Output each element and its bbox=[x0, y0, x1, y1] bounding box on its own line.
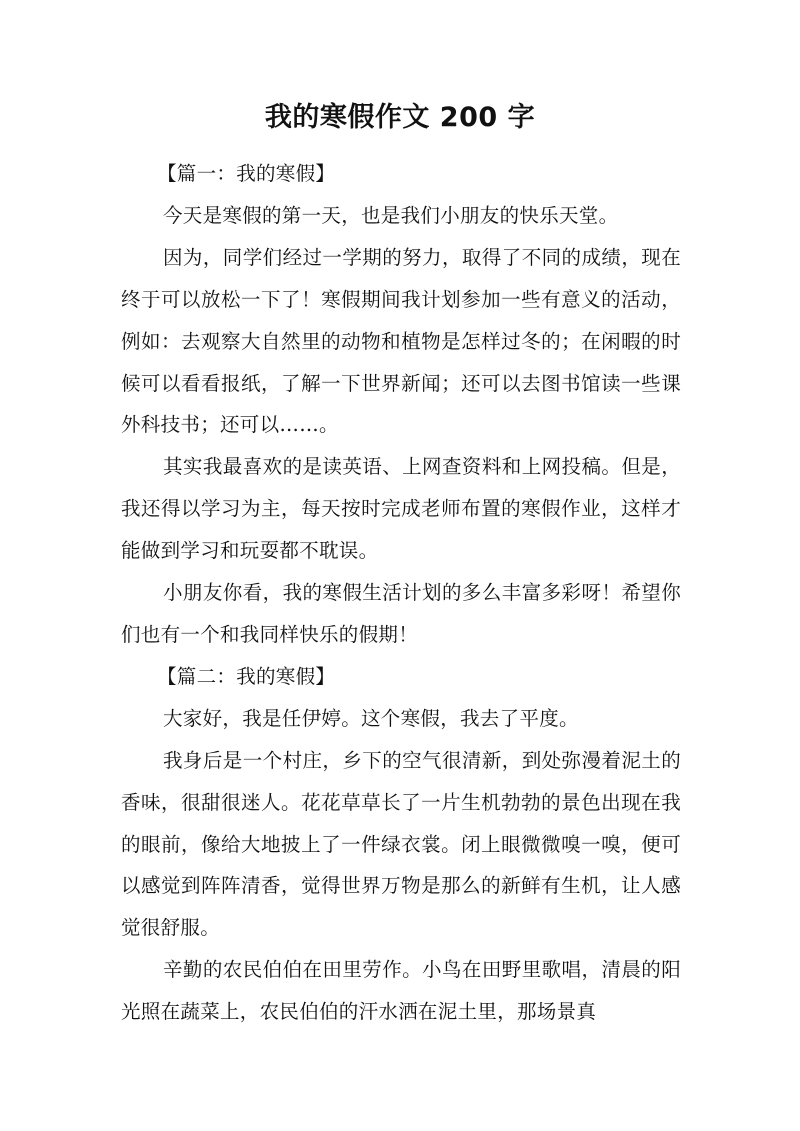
paragraph: 其实我最喜欢的是读英语、上网查资料和上网投稿。但是，我还得以学习为主，每天按时完成老师布置的寒假作业，这样才能做到学习和玩耍都不耽误。 bbox=[121, 455, 681, 563]
document-body bbox=[121, 153, 681, 1033]
paragraph: 大家好，我是任伊婷。这个寒假，我去了平度。 bbox=[163, 706, 579, 730]
paragraph: 辛勤的农民伯伯在田里劳作。小鸟在田野里歌唱，清晨的阳光照在蔬菜上，农民伯伯的汗水洒在泥土里，那场景真 bbox=[121, 958, 681, 1024]
section-heading-2: 【篇二：我的寒假】 bbox=[157, 664, 336, 688]
section-heading-1: 【篇一：我的寒假】 bbox=[157, 162, 336, 185]
paragraph: 因为，同学们经过一学期的努力，取得了不同的成绩，现在终于可以放松一下了！寒假期间我计划参加一些有意义的活动，例如：去观察大自然里的动物和植物是怎样过冬的；在闲暇的时候可以看看报纸，了解一下世界新闻；还可以去图书馆读一些课外科技书；还可以……。 bbox=[121, 245, 681, 437]
document-title: 我的寒假作文 200 字 bbox=[264, 102, 536, 133]
paragraph: 今天是寒假的第一天，也是我们小朋友的快乐天堂。 bbox=[163, 203, 619, 227]
paragraph: 小朋友你看，我的寒假生活计划的多么丰富多彩呀！希望你们也有一个和我同样快乐的假期！ bbox=[121, 581, 681, 646]
paragraph: 我身后是一个村庄，乡下的空气很清新，到处弥漫着泥土的香味，很甜很迷人。花花草草长了一片生机勃勃的景色出现在我的眼前，像给大地披上了一件绿衣裳。闭上眼微微嗅一嗅，便可以感觉到阵阵清香，觉得世界万物是那么的新鲜有生机，让人感觉很舒服。 bbox=[121, 748, 681, 940]
